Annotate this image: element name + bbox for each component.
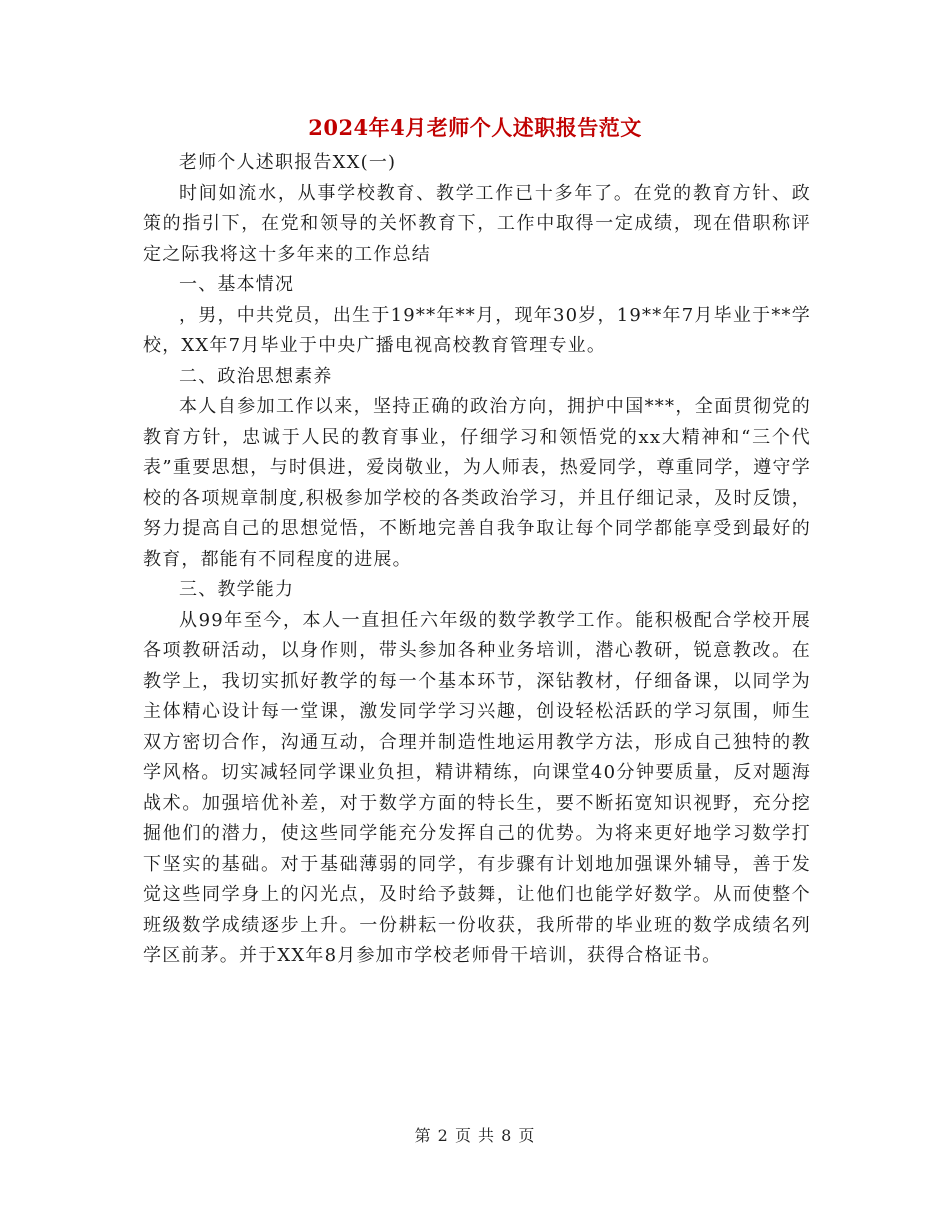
paragraph-teaching: 从99年至今，本人一直担任六年级的数学教学工作。能积极配合学校开展各项教研活动，以身作则，带头参加各种业务培训，潜心教研，锐意教改。在教学上，我切实抓好教学的每一个基本环节，深钻教材，仔细备课，以同学为主体精心设计每一堂课，激发同学学习兴趣，创设轻松活跃的学习氛围，师生双方密切合作，沟通互动，合理并制造性地运用教学方法，形成自己独特的教学风格。切实减轻同学课业负担，精讲精练，向课堂40分钟要质量，反对题海战术。加强培优补差，对于数学方面的特长生，要不断拓宽知识视野，充分挖掘他们的潜力，使这些同学能充分发挥自己的优势。为将来更好地学习数学打下坚实的基础。对于基础薄弱的同学，有步骤有计划地加强课外辅导，善于发觉这些同学身上的闪光点，及时给予鼓舞，让他们也能学好数学。从而使整个班级数学成绩逐步上升。一份耕耘一份收获，我所带的毕业班的数学成绩名列学区前茅。并于XX年8月参加市学校老师骨干培训，获得合格证书。 bbox=[143, 609, 811, 966]
section-heading-report: 老师个人述职报告XX(一) bbox=[179, 152, 397, 173]
paragraph-intro: 时间如流水，从事学校教育、教学工作已十多年了。在党的教育方针、政策的指引下，在党和领导的关怀教育下，工作中取得一定成绩，现在借职称评定之际我将这十多年来的工作总结 bbox=[143, 182, 811, 265]
document-body bbox=[143, 148, 811, 972]
page-footer: 第 2 页 共 8 页 bbox=[414, 1126, 536, 1145]
section-heading-political: 二、政治思想素养 bbox=[179, 365, 333, 387]
document-title: 2024年4月老师个人述职报告范文 bbox=[308, 115, 642, 140]
section-heading-basic-info: 一、基本情况 bbox=[179, 274, 295, 295]
section-heading-teaching: 三、教学能力 bbox=[179, 579, 295, 600]
paragraph-basic-info: ，男，中共党员，出生于19**年**月，现年30岁，19**年7月毕业于**学校，XX年7月毕业于中央广播电视高校教育管理专业。 bbox=[143, 304, 811, 356]
paragraph-political: 本人自参加工作以来，坚持正确的政治方向，拥护中国***，全面贯彻党的教育方针，忠诚于人民的教育事业，仔细学习和领悟党的xx大精神和“三个代表”重要思想，与时俱进，爱岗敬业，为人师表，热爱同学，尊重同学，遵守学校的各项规章制度,积极参加学校的各类政治学习，并且仔细记录，及时反馈，努力提高自己的思想觉悟，不断地完善自我争取让每个同学都能享受到最好的教育，都能有不同程度的进展。 bbox=[143, 396, 811, 570]
